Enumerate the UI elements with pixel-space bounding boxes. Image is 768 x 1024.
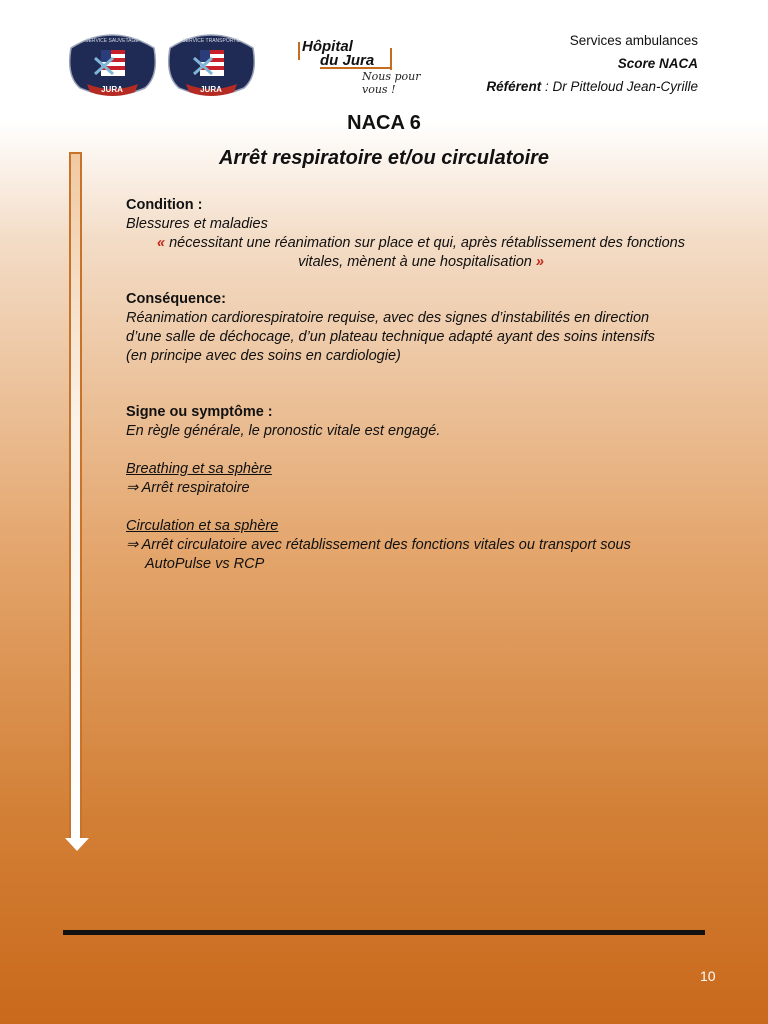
referent-label: Référent xyxy=(486,79,542,94)
logo-line1: Hôpital xyxy=(302,38,353,55)
signs-section xyxy=(126,403,716,574)
condition-quote-text1: nécessitant une réanimation sur place et qui, après rétablissement des fonctions xyxy=(165,235,685,251)
svg-text:SERVICE TRANSPORTS: SERVICE TRANSPORTS xyxy=(182,38,240,44)
logo-line2: du Jura xyxy=(320,52,375,69)
header-services: Services ambulances xyxy=(569,33,698,48)
svg-text:SERVICE SAUVETAGE: SERVICE SAUVETAGE xyxy=(85,38,139,44)
severity-arrow-head xyxy=(65,838,89,851)
circulation-item-line2: AutoPulse vs RCP xyxy=(145,556,265,572)
svg-text:JURA: JURA xyxy=(200,85,222,94)
consequence-line3: (en principe avec des soins en cardiologie) xyxy=(126,348,401,364)
header-score: Score NACA xyxy=(617,56,698,71)
condition-quote-line1 xyxy=(126,234,716,253)
severity-arrow-shaft xyxy=(69,152,82,840)
consequence-line2: d’une salle de déchocage, d’un plateau technique adapté ayant des soins intensifs xyxy=(126,329,655,345)
hopital-du-jura-logo xyxy=(298,38,438,96)
page-number: 10 xyxy=(700,968,716,984)
breathing-item: ⇒ Arrêt respiratoire xyxy=(126,480,250,496)
svg-text:JURA: JURA xyxy=(101,85,123,94)
service-sauvetage-badge-logo xyxy=(65,28,160,98)
breathing-title: Breathing et sa sphère xyxy=(126,461,272,477)
page-title: NACA 6 xyxy=(347,112,421,134)
signs-heading: Signe ou symptôme : xyxy=(126,404,273,420)
header-referent xyxy=(486,79,698,94)
page-subtitle: Arrêt respiratoire et/ou circulatoire xyxy=(218,147,550,169)
condition-quote-text2: vitales, mènent à une hospitalisation xyxy=(298,254,536,270)
condition-heading: Condition : xyxy=(126,197,203,213)
quote-close: » xyxy=(535,254,544,270)
footer-rule xyxy=(63,930,705,935)
service-transports-badge-logo xyxy=(164,28,259,98)
consequence-line1: Réanimation cardiorespiratoire requise, avec des signes d’instabilités en direction xyxy=(126,310,650,326)
consequence-heading: Conséquence: xyxy=(126,291,226,307)
quote-open: « xyxy=(157,235,166,251)
consequence-section xyxy=(126,290,716,366)
circulation-item-line1: ⇒ Arrêt circulatoire avec rétablissement des fonctions vitales ou transport sous xyxy=(126,537,631,553)
referent-value: : Dr Pitteloud Jean-Cyrille xyxy=(541,79,698,94)
logo-tagline: Nous pour vous ! xyxy=(362,70,421,96)
condition-quote-line2 xyxy=(126,253,716,272)
condition-section xyxy=(126,196,716,272)
condition-line1: Blessures et maladies xyxy=(126,216,268,232)
circulation-title: Circulation et sa sphère xyxy=(126,518,279,534)
signs-line1: En règle générale, le pronostic vitale est engagé. xyxy=(126,423,441,439)
